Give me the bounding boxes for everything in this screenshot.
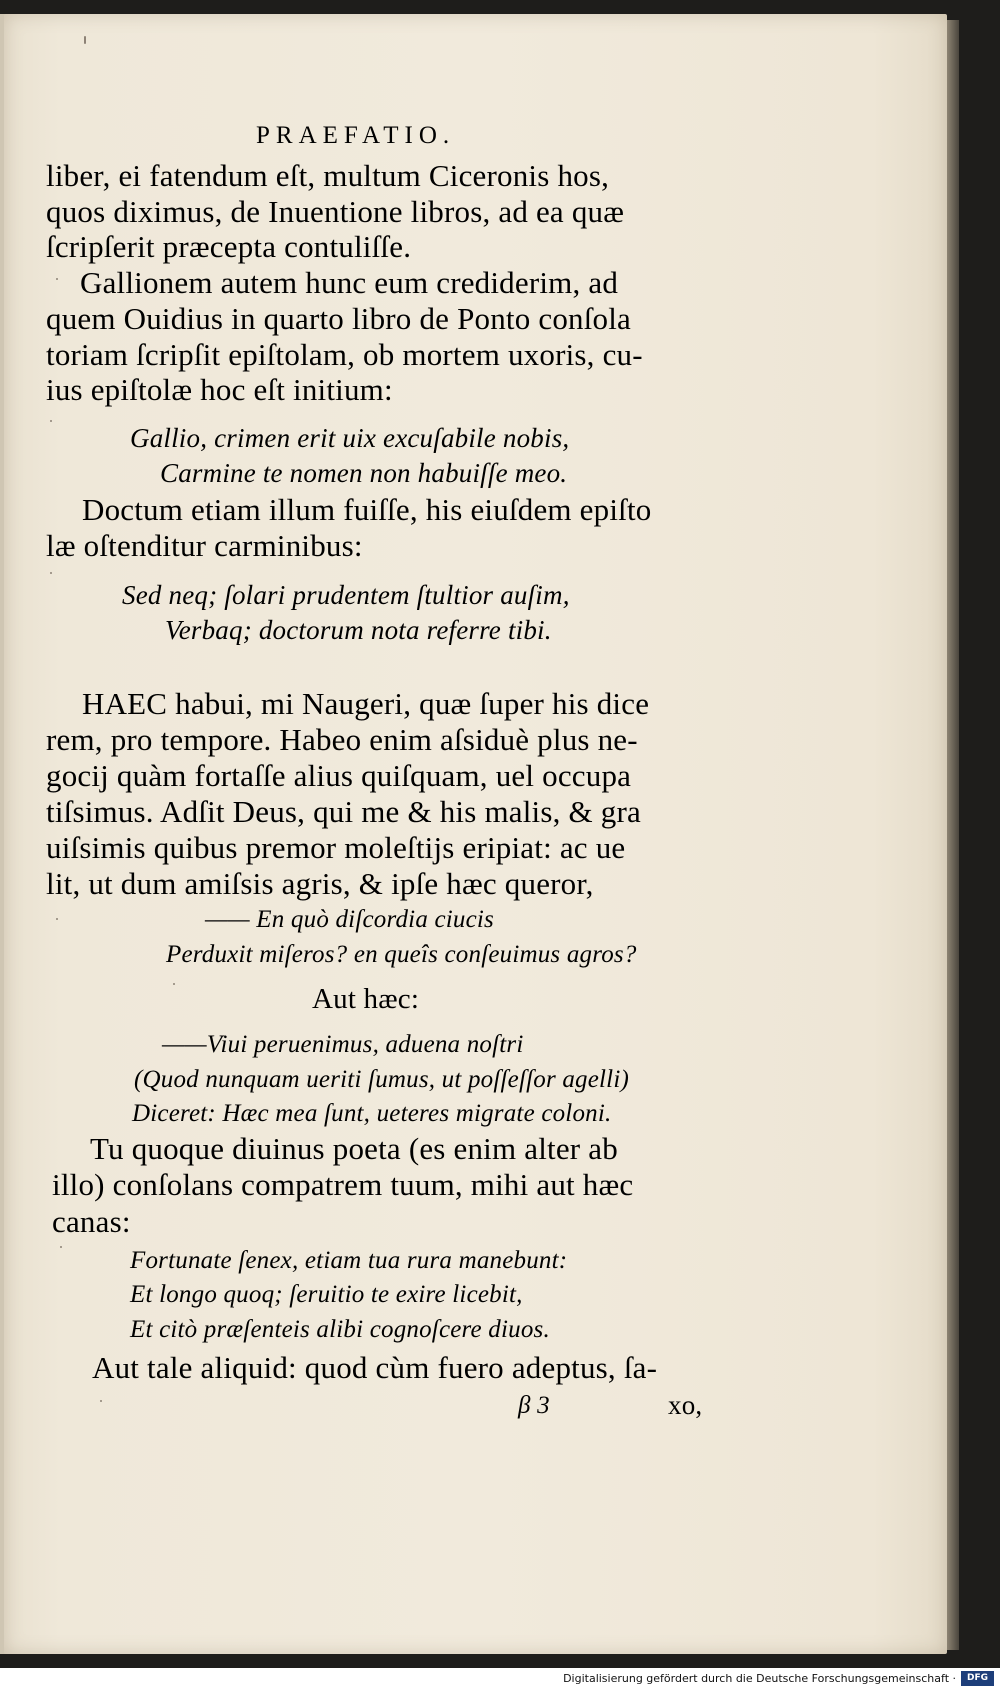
ink-speck xyxy=(50,420,52,422)
text-line: gocij quàm fortaſſe alius quiſquam, uel occupa xyxy=(46,758,632,793)
ink-speck xyxy=(56,278,58,280)
verse-line: (Quod nunquam ueriti ſumus, ut poſſeſſor agelli) xyxy=(134,1066,629,1093)
verse-line: —— En quò diſcordia ciucis xyxy=(205,906,494,933)
text-line: canas: xyxy=(52,1204,131,1239)
text-line: HAEC habui, mi Naugeri, quæ ſuper his dice xyxy=(82,686,650,721)
text-line: læ oſtenditur carminibus: xyxy=(46,528,363,563)
text-line: Tu quoque diuinus poeta (es enim alter ab xyxy=(90,1131,618,1166)
funding-credit: Digitalisierung gefördert durch die Deutsche Forschungsgemeinschaft · xyxy=(563,1672,956,1685)
ink-speck xyxy=(56,918,58,920)
text-line: Aut tale aliquid: quod cùm fuero adeptus, ſa- xyxy=(92,1350,658,1385)
ink-speck xyxy=(50,572,52,574)
ink-speck xyxy=(100,1400,102,1402)
verse-line: Fortunate ſenex, etiam tua rura manebunt: xyxy=(130,1247,568,1274)
verse-line: ——Viui peruenimus, aduena noſtri xyxy=(162,1031,524,1058)
text-line: quos diximus, de Inuentione libros, ad ea quæ xyxy=(46,194,625,229)
page-edge-shadow xyxy=(947,20,959,1650)
verse-line: Gallio, crimen erit uix excuſabile nobis, xyxy=(130,423,570,453)
text-line: tiſsimus. Adſit Deus, qui me & his malis, & gra xyxy=(46,794,641,829)
verse-line: Carmine te nomen non habuiſſe meo. xyxy=(160,458,568,488)
text-line: uiſsimis quibus premor moleſtijs eripiat: ac ue xyxy=(46,830,626,865)
verse-line: Diceret: Hæc mea ſunt, ueteres migrate coloni. xyxy=(132,1100,612,1127)
text-line: ius epiſtolæ hoc eſt initium: xyxy=(46,372,393,407)
dfg-logo-icon: DFG xyxy=(961,1671,994,1686)
verse-line: Et longo quoq; ſeruitio te exire licebit, xyxy=(130,1281,523,1308)
text-line: ſcripſerit præcepta contuliſſe. xyxy=(46,229,412,264)
running-header: PRAEFATIO. xyxy=(256,122,456,149)
verse-line: Sed neq; ſolari prudentem ſtultior auſim, xyxy=(122,580,570,610)
ink-speck xyxy=(84,36,86,44)
text-line: Doctum etiam illum fuiſſe, his eiuſdem epiſto xyxy=(82,492,652,527)
text-line: illo) conſolans compatrem tuum, mihi aut hæc xyxy=(52,1167,634,1202)
text-line: toriam ſcripſit epiſtolam, ob mortem uxoris, cu- xyxy=(46,337,643,372)
verse-line: Et citò præſenteis alibi cognoſcere diuos. xyxy=(130,1316,550,1343)
ink-speck xyxy=(173,983,175,985)
footer-bar xyxy=(0,1668,1000,1693)
verse-line: Perduxit miſeros? en queîs conſeuimus agros? xyxy=(166,941,637,968)
verse-line: Verbaq; doctorum nota referre tibi. xyxy=(165,615,552,645)
ink-speck xyxy=(60,1246,62,1248)
catchword: xo, xyxy=(668,1390,703,1420)
text-line: liber, ei fatendum eſt, multum Ciceronis hos, xyxy=(46,158,610,193)
text-line: lit, ut dum amiſsis agris, & ipſe hæc queror, xyxy=(46,866,594,901)
text-line: Aut hæc: xyxy=(312,983,420,1015)
signature-mark: β 3 xyxy=(518,1392,550,1419)
text-line: rem, pro tempore. Habeo enim aſsiduè plus ne- xyxy=(46,722,638,757)
text-line: Gallionem autem hunc eum crediderim, ad xyxy=(80,265,619,300)
text-line: quem Ouidius in quarto libro de Ponto conſola xyxy=(46,301,632,336)
